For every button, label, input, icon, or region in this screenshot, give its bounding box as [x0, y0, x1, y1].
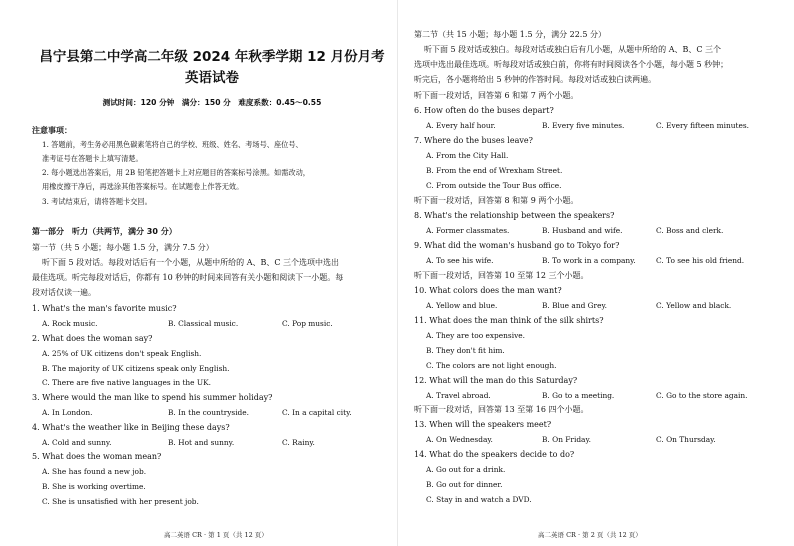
question-9: 9. What did the woman's husband go to Tokyo for? — [414, 241, 620, 250]
instruction-line: 听完后，各小题将给出 5 秒钟的作答时间。每段对话或独白读两遍。 — [414, 75, 657, 84]
option-12a: A. Travel abroad. — [426, 391, 491, 400]
option-6a: A. Every half hour. — [426, 121, 496, 130]
dialogue-lead: 听下面一段对话，回答第 10 至第 12 三个小题。 — [414, 271, 589, 280]
option-11a: A. They are too expensive. — [426, 331, 525, 340]
question-3: 3. Where would the man like to spend his summer holiday? — [32, 393, 273, 402]
option-8c: C. Boss and clerk. — [656, 226, 724, 235]
option-10a: A. Yellow and blue. — [426, 301, 498, 310]
section2-heading: 第二节（共 15 小题；每小题 1.5 分，满分 22.5 分） — [414, 30, 606, 39]
note-line: 3. 考试结束后，请将答题卡交回。 — [42, 197, 152, 206]
part1-heading: 第一部分 听力（共两节，满分 30 分） — [32, 227, 177, 236]
page-footer: 高二英语 CR · 第 1 页（共 12 页） — [164, 531, 268, 539]
note-line: 准考证号在答题卡上填写清楚。 — [42, 154, 143, 163]
option-6c: C. Every fifteen minutes. — [656, 121, 749, 130]
question-7: 7. Where do the buses leave? — [414, 136, 533, 145]
exam-info: 测试时间：120 分钟 满分：150 分 难度系数：0.45～0.55 — [102, 98, 322, 107]
option-14b: B. Go out for dinner. — [426, 480, 503, 489]
question-8: 8. What's the relationship between the speakers? — [414, 211, 615, 220]
option-5a: A. She has found a new job. — [42, 467, 147, 476]
note-line: 用橡皮擦干净后，再选涂其他答案标号。在试题卷上作答无效。 — [42, 182, 244, 191]
option-7b: B. From the end of Wrexham Street. — [426, 166, 563, 175]
page-footer: 高二英语 CR · 第 2 页（共 12 页） — [538, 531, 642, 539]
option-12b: B. Go to a meeting. — [542, 391, 615, 400]
option-1a: A. Rock music. — [42, 319, 98, 328]
instruction-line: 选项中选出最佳选项。听每段对话或独白前，你将有时间阅读各个小题，每小题 5 秒钟； — [414, 60, 729, 69]
dialogue-lead: 听下面一段对话，回答第 13 至第 16 四个小题。 — [414, 405, 589, 414]
question-11: 11. What does the man think of the silk shirts? — [414, 316, 604, 325]
option-6b: B. Every five minutes. — [542, 121, 625, 130]
exam-page-1 — [32, 0, 402, 546]
question-2: 2. What does the woman say? — [32, 334, 153, 343]
option-9a: A. To see his wife. — [426, 256, 494, 265]
option-2a: A. 25% of UK citizens don't speak English. — [42, 349, 202, 358]
option-7a: A. From the City Hall. — [426, 151, 509, 160]
question-10: 10. What colors does the man want? — [414, 286, 562, 295]
option-2c: C. There are five native languages in the UK. — [42, 378, 211, 387]
note-line: 1. 答题前，考生务必用黑色碳素笔将自己的学校、班级、姓名、考场号、座位号、 — [42, 140, 303, 149]
option-10b: B. Blue and Grey. — [542, 301, 608, 310]
option-3b: B. In the countryside. — [168, 408, 250, 417]
question-4: 4. What's the weather like in Beijing these days? — [32, 423, 230, 432]
option-2b: B. The majority of UK citizens speak only English. — [42, 364, 230, 373]
option-13b: B. On Friday. — [542, 435, 592, 444]
option-8b: B. Husband and wife. — [542, 226, 623, 235]
question-5: 5. What does the woman mean? — [32, 452, 162, 461]
option-10c: C. Yellow and black. — [656, 301, 732, 310]
question-14: 14. What do the speakers decide to do? — [414, 450, 575, 459]
option-8a: A. Former classmates. — [426, 226, 510, 235]
question-6: 6. How often do the buses depart? — [414, 106, 554, 115]
note-line: 2. 每小题选出答案后，用 2B 铅笔把答题卡上对应题目的答案标号涂黑。如需改动， — [42, 168, 310, 177]
option-1c: C. Pop music. — [282, 319, 333, 328]
option-4c: C. Rainy. — [282, 438, 315, 447]
option-9b: B. To work in a company. — [542, 256, 636, 265]
instruction-line: 听下面 5 段对话或独白。每段对话或独白后有几小题，从题中所给的 A、B、C 三个 — [424, 45, 722, 54]
instruction-line: 听下面 5 段对话。每段对话后有一个小题，从题中所给的 A、B、C 三个选项中选出 — [42, 258, 340, 267]
option-11c: C. The colors are not light enough. — [426, 361, 557, 370]
question-12: 12. What will the man do this Saturday? — [414, 376, 578, 385]
dialogue-lead: 听下面一段对话，回答第 8 和第 9 两个小题。 — [414, 196, 579, 205]
option-13a: A. On Wednesday. — [426, 435, 493, 444]
option-9c: C. To see his old friend. — [656, 256, 745, 265]
question-1: 1. What's the man's favorite music? — [32, 304, 177, 313]
option-5b: B. She is working overtime. — [42, 482, 146, 491]
option-4b: B. Hot and sunny. — [168, 438, 235, 447]
exam-title: 昌宁县第二中学高二年级 2024 年秋季学期 12 月份月考 — [39, 49, 385, 65]
option-14a: A. Go out for a drink. — [426, 465, 506, 474]
option-13c: C. On Thursday. — [656, 435, 716, 444]
option-5c: C. She is unsatisfied with her present job. — [42, 497, 199, 506]
dialogue-lead: 听下面一段对话，回答第 6 和第 7 两个小题。 — [414, 91, 579, 100]
option-11b: B. They don't fit him. — [426, 346, 505, 355]
option-3a: A. In London. — [42, 408, 93, 417]
option-1b: B. Classical music. — [168, 319, 239, 328]
exam-subtitle: 英语试卷 — [185, 70, 239, 86]
question-13: 13. When will the speakers meet? — [414, 420, 552, 429]
section1-heading: 第一节（共 5 小题；每小题 1.5 分，满分 7.5 分） — [32, 243, 214, 252]
option-7c: C. From outside the Tour Bus office. — [426, 181, 562, 190]
notes-heading: 注意事项： — [32, 126, 72, 135]
option-12c: C. Go to the store again. — [656, 391, 748, 400]
option-14c: C. Stay in and watch a DVD. — [426, 495, 532, 504]
option-4a: A. Cold and sunny. — [42, 438, 112, 447]
instruction-line: 段对话仅读一遍。 — [32, 288, 96, 297]
instruction-line: 最佳选项。听完每段对话后，你都有 10 秒钟的时间来回答有关小题和阅读下一小题。每 — [32, 273, 344, 282]
exam-page-2 — [414, 0, 784, 546]
option-3c: C. In a capital city. — [282, 408, 352, 417]
